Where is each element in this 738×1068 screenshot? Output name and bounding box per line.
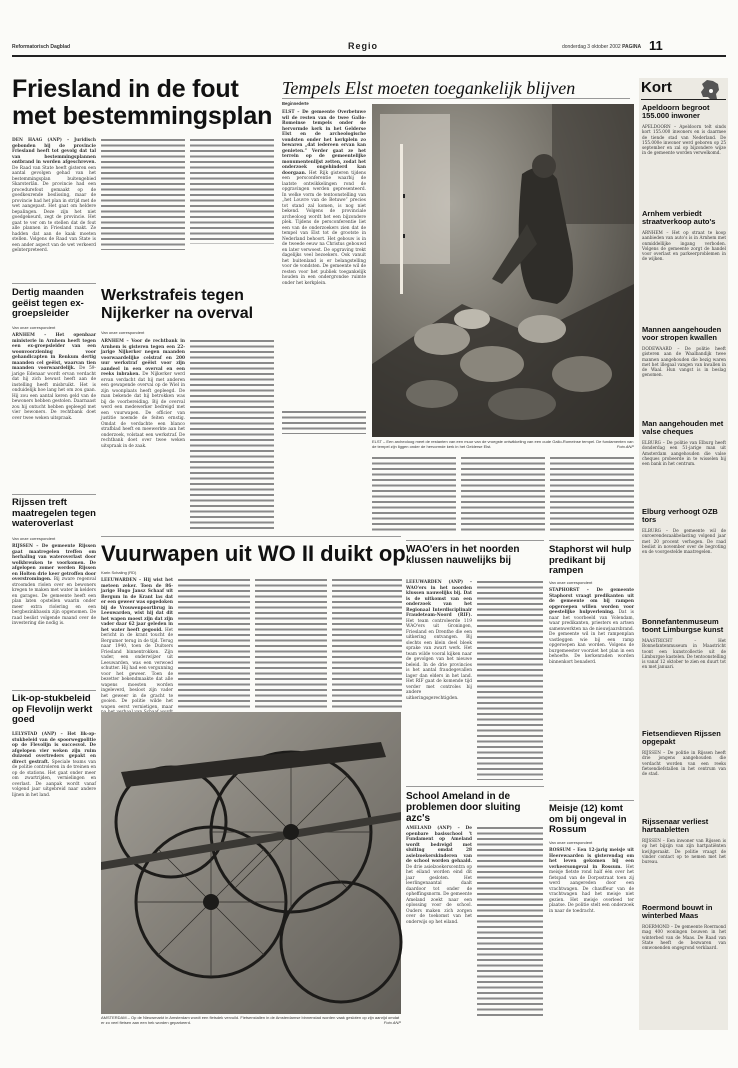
kort-item-8-headline: Roermond bouwt in winterbed Maas <box>642 903 713 920</box>
rijssen-body-text: Bij zware regenval stroomden riolen over en bewoners kregen te maken met water in kelders en garages. De gemeente heeft een plan laten opstellen waarin onder meer extra riolering en een bergbezinkbassin zijn opgenomen. De raad beslist volgende maand over de investering die nodig is. <box>12 577 96 626</box>
kort-item-5-headline: Bonnefantenmuseum toont Limburgse kunst <box>642 617 724 634</box>
werkstraf-body-text: De Nijkerker werd ervan verdacht dat hij met anderen een gewapende overval op de Wiel in zijn woonplaats heeft gepleegd. De man bekende dat hij betrokken was bij de voorbereiding. Bij de overval werd een medewerker bedreigd met een vuurwapen. De officier van justitie noemde de feiten ernstig. Omdat de verdachte een blanco strafblad heeft en meewerkte aan het onderzoek, volstaat een werkstraf. De rechtbank doet over twee weken uitspraak in de zaak. <box>101 372 185 449</box>
waos-headline: WAO'ers in het noorden klussen nauwelijks bij <box>406 544 520 566</box>
rijssen-headline: Rijssen treft maatregelen tegen wateroverlast <box>12 497 96 529</box>
meisje-text <box>549 848 634 1023</box>
tempels-bottom-col-1 <box>372 456 456 534</box>
bike-photo-credit: Foto ANP <box>383 1020 401 1025</box>
lead-headline: Friesland in de fout met bestemmingsplan <box>12 75 273 130</box>
rijssen-intro-text: RIJSSEN – De gemeente Rijssen gaat maatregelen treffen om herhaling van wateroverlast door wolkbreuken te voorkomen. De afgelopen zomer werden Rijssen en Holten drie keer getroffen door overstromingen. <box>12 544 96 582</box>
waos-rule <box>406 540 544 541</box>
masthead-section: Regio <box>348 41 379 51</box>
werkstraf-headline: Werkstrafeis tegen Nijkerker na overval <box>101 287 254 322</box>
tempels-caption <box>372 439 634 449</box>
netherlands-map-icon <box>699 79 721 101</box>
ameland-rule <box>406 786 544 787</box>
masthead-date <box>562 44 641 50</box>
meisje-headline: Meisje (12) komt om bij ongeval in Rossum <box>549 803 627 835</box>
tempels-bottom-col-3 <box>550 456 634 534</box>
kort-item-5-body: MAASTRICHT – Het Bonnefantenmuseum in Maastricht toont een kunstcollectie uit de Limburgse kastelen. De tentoonstelling is vanaf 12 oktober te zien en duurt tot en met januari. <box>642 638 726 670</box>
meisje-intro-text: ROSSUM – Een 12-jarig meisje uit Heerewaarden is gisterendag om het leven gekomen bij een verkeersongeval in Rossum. <box>549 848 634 870</box>
tempels-photo-credit: Foto ANP <box>616 444 634 449</box>
kort-item-7-headline: Rijssenaar verliest hartaabletten <box>642 817 709 834</box>
liksup-headline: Lik-op-stukbeleid op Flevolijn werkt goed <box>12 693 93 725</box>
tempels-kicker: Beginnederte <box>282 101 309 106</box>
dertig-intro-text: ARNHEM – Het openbaar ministerie in Arnhem heeft tegen een ex-groepsleider van een woonvoorziening voor gehandicapten in Renkum dertig maanden cel geëist, waarvan tien maanden voorwaardelijk. <box>12 333 96 371</box>
vuurwapen-col-4 <box>332 578 402 708</box>
meisje-byline: Van onze correspondent <box>549 840 593 845</box>
kort-item-6-body: RIJSSEN – De politie in Rijssen heeft drie jongens aangehouden die verdacht worden van een reeks fietsendiefstallen in het centrum van de stad. <box>642 750 726 777</box>
staphorst-byline: Van onze correspondent <box>549 580 593 585</box>
vuurwapen-headline: Vuurwapen uit WO II duikt op <box>101 541 406 566</box>
werkstraf-col-1 <box>101 339 185 529</box>
dertig-text <box>12 333 96 488</box>
werkstraf-intro-text: ARNHEM – Voor de rechtbank in Arnhem is gisteren tegen een 22-jarige Nijkerker negen maanden voorwaardelijke celstraf en 200 uur werkstraf geëist voor zijn aandeel in een overval en een reeks inbraken. <box>101 339 185 377</box>
masthead-date-text: donderdag 3 oktober 2002 <box>562 44 621 50</box>
tempels-bottom-col-2 <box>461 456 545 534</box>
ameland-intro-text: AMELAND (ANP) – De openbare basisschool 't Fundament op Ameland wordt bedreigd met sluiting omdat 28 asielzoekerskinderen van de school worden gehaald. <box>406 826 472 864</box>
ameland-headline: School Ameland in de problemen door sluiting azc's <box>406 791 521 824</box>
vuurwapen-rule <box>101 536 401 537</box>
ameland-col-1 <box>406 826 472 1016</box>
dertig-headline: Dertig maanden geëist tegen ex-groepsleider <box>12 287 84 319</box>
lead-column-3 <box>190 138 274 244</box>
werkstraf-col-2 <box>190 339 274 529</box>
bike-caption-text: AMSTERDAM – Op de Nieuwmarkt in Amsterdam wordt een fietsdek vervuild. Fietsenstallen in de Amsterdamse binnenstad worden vaak gesloten op zijn aanrijd omdat er zo veel fietsen aan een hek worden geparkeerd. <box>101 1015 400 1025</box>
masthead-rule <box>12 55 726 57</box>
werkstraf-byline: Van onze correspondent <box>101 330 145 335</box>
dertig-rule <box>12 283 96 284</box>
kort-item-1-headline: Arnhem verbiedt straatverkoop auto's <box>642 209 716 226</box>
dertig-byline: Van onze correspondent <box>12 325 56 330</box>
kort-title: Kort <box>641 79 672 96</box>
tempels-photo-art <box>372 104 634 437</box>
waos-intro-text: LEEUWARDEN (ANP) – WAO'ers in het noorden klussen nauwelijks bij. Dat is de uitkomst van een onderzoek van het Regionaal Interdisciplinair Fraudeteam-Noord (RIF). <box>406 580 472 618</box>
vuurwapen-col-3 <box>255 578 327 708</box>
staphorst-body-text: Dat is naar het voorbeeld van Volendam, waar predikanten, priesters en artsen samenwerkten na de nieuwjaarsbrand. De gemeente wil in het rampenplan vastleggen wie bij een ramp opgeroepen kan worden. Volgens de burgemeester voorziet het plan in een behoefte. De kerkenraden worden binnenkort benaderd. <box>549 610 634 665</box>
staphorst-headline: Staphorst wil hulp predikant bij rampen <box>549 544 632 576</box>
kort-item-7-body: RIJSSEN – Een inwoner van Rijssen is op het bijzijn van zijn hartpatiënten kwijtgeraakt. De politie vraagt de vinder contact op te nemen met het bureau. <box>642 838 726 865</box>
kort-item-4-body: ELBURG – De gemeente wil de onroerendezaakbelasting volgend jaar met 20 procent verhogen. De raad beslist in november over de begroting en de voorgestelde maatregelen. <box>642 528 726 555</box>
rijssen-text <box>12 544 96 682</box>
vuurwapen-col-2 <box>178 578 250 708</box>
tempels-intro <box>282 110 366 410</box>
ameland-body-text: De drie asielzoekerscentra op het eiland worden eind dit jaar gesloten. Het leerlingenaantal daalt daardoor tot onder de opheffingsnorm. De gemeente Ameland zoekt naar een oplossing voor de school. Ouders maken zich zorgen over de toekomst van het onderwijs op het eiland. <box>406 864 472 925</box>
lead-intro-text: DEN HAAG (ANP) – Juridisch gebonden bij de provincie Friesland heeft tot gevolg dat tal van bestemmingsplannen ontbrand in worden afgeschreven. <box>12 138 96 165</box>
kort-item-2-headline: Mannen aangehouden voor stropen kwallen <box>642 325 722 342</box>
kort-item-3-body: ELBURG – De politie van Elburg heeft donderdag een 51-jarige man uit Amsterdam aangehouden die valse cheques probeerde in te wisselen bij een bank in het centrum. <box>642 440 726 467</box>
kort-rule <box>641 99 726 100</box>
vuurwapen-intro-text: LEEUWARDEN – Hij wist het meteen zeker. Toen de 86-jarige Hugo Jansz Schaaf uit Bergum in de Krant las dat er een geweer was opgedoken bij de Vrouwenpoortbrug in Leeuwarden, wist hij dat dit het wapen moest zijn dat zijn vader daar 62 jaar geleden in het water heeft gegooid. <box>101 578 173 633</box>
tempels-photo <box>372 104 634 437</box>
meisje-body-text: Het meisje fietste rond half één over het fietspad van de Dorpsstraat toen zij werd aangereden door een vrachtwagen. De chauffeur van de vrachtwagen had het meisje niet gezien. Het meisje overleed ter plaatse. De politie stelt een onderzoek in naar de toedracht. <box>549 864 634 914</box>
lead-column-2 <box>101 138 185 250</box>
liksup-rule <box>12 690 96 691</box>
tempels-rule <box>282 98 630 99</box>
liksup-intro-text: LELYSTAD (ANP) – Het lik-op-stukbeleid van de spoorwegpolitie op de Flevolijn is succesvol. De afgelopen vier weken zijn ruim duizend overtreders gepakt en direct gestraft. <box>12 732 96 765</box>
kort-item-2-body: DODEWAARD – De politie heeft gisteren aan de Waalbandijk twee mannen aangehouden die bezig waren met het illegaal vangen van kwallen in de Waal. Hun vangst is in beslag genomen. <box>642 346 726 378</box>
rijssen-rule <box>12 494 96 495</box>
staphorst-intro-text: STAPHORST – De gemeente Staphorst vraagt predikanten uit de gemeente om bij rampen opgeroepen willen worden voor geestelijke hulpverlening. <box>549 588 634 615</box>
tempels-column-cont <box>282 410 366 434</box>
kort-item-0-body: APELDOORN – Apeldoorn telt sinds kort 155.000 inwoners en is daarmee de tiende stad van Nederland. De 155.000e inwoner werd geboren op 25 september en zal op bijzondere wijze in de gemeente worden verwelkomd. <box>642 124 726 156</box>
vuurwapen-body-text: Het bericht in de krant toucht de Bergumer terug in de tijd. Terug naar 1940, toen de Duitsers Friesland binnentrokken. Zijn vader, een onderwijzer uit Leeuwarden, was een verwoed schutter. Hij had een vergunning voor het geweer. Toen de bezetter bekendmaakte dat alle wapens moesten worden ingeleverd, besloot zijn vader het geweer in de gracht te gooien. De politie wilde het wapen eerst vernietigen, maar <box>101 627 173 710</box>
tempels-caption-text: ELST – Een archeoloog meet de restanten van een muur van de vroegste ontwikkeling van een oude Gallo-Romeinse tempel. De fundamenten van de tempel zijn liggen onder de hervormde kerk in het Gelderse Elst. <box>372 439 634 449</box>
meisje-rule <box>549 800 634 801</box>
kort-item-0-headline: Apeldoorn begroot 155.000 inwoner <box>642 103 710 120</box>
waos-col-2 <box>477 580 543 780</box>
waos-body-text: Het team controleerde 119 WAO'ers uit Groningen, Friesland en Drenthe die een uitkering ontvangen. Bij slechts een klein deel bleek sprake van zwart werk. Het team wilde vooral kijken naar de gevolgen van het nieuwe beleid. In de drie provincies is het aantal fraudegevallen lager dan elders in het land. Het RIF gaat de komende tijd verder met controles bij andere uitkeringsgerechtigden. <box>406 618 472 701</box>
kort-item-3-headline: Man aangehouden met valse cheques <box>642 419 724 436</box>
dertig-body-text: De 59-jarige Edenaar wordt ervan verdacht dat hij zich bewust heeft aan de instelling heeft misbruikt. Het is onduidelijk hoe lang het om zou gaan. Hij zou een aantal keren geld van de bewoners hebben gestolen. Daarnaast zou hij ontucht hebben gepleegd met vier bewoners. De rechtbank doet over twee weken uitspraak. <box>12 366 96 421</box>
kort-item-1-body: ARNHEM – Het op straat te koop aanbieden van auto's is in Arnhem met onmiddellijke ingang verboden. Volgens de gemeente zorgt de handel voor overlast en parkeerproblemen in de wijken. <box>642 230 726 262</box>
ameland-col-2 <box>477 826 543 1016</box>
rijssen-byline: Van onze correspondent <box>12 536 56 541</box>
kort-item-4-headline: Elburg verhoogt OZB tors <box>642 507 718 524</box>
staphorst-text <box>549 588 634 788</box>
tempels-intro-text: ELST – De gemeente Overbetuwe wil de resten van de twee Gallo-Romeinse tempels onder de hervormde kerk in het Gelderse Elst en de archeologische vondsten onder het kerkplein zo bewaren „dat iedereen ervan kan genieten.” Verder gaat ze het terrein op de gemeentelijke monumentenlijst zetten, zodat het onderzoek ongehinderd kan doorgaan. <box>282 110 366 176</box>
liksup-text <box>12 732 96 948</box>
bike-caption <box>101 1015 401 1025</box>
liksup-body-text: Speciale teams van de politie controleren in de treinen en op de stations. Het gaat onder meer om zwartrijden, vernielingen en overlast. De aanpak wordt vanaf volgend jaar uitgebreid naar andere lijnen in het land. <box>12 759 96 798</box>
page-number: 11 <box>649 38 663 53</box>
lead-body-text: De Raad van State heeft gisteren een aantal gevolgen gehad van het bestemmingsplan buitengebied Skarsterlân. De provincie had een procedurefout gemaakt op de goedkeurende beslissing, maar de provincie had het plan in strijd met de wet aangepast. Het gaat om heldere bepalingen. Deze zijn het niet goedgekeurd, zegt de provincie. Het gaat te ver om te stellen dat de fout alle plannen in Friesland raakt. Ze hadden dat aan de kaak moeten stellen. Volgens de Raad van State is een ander aspect van de wet verkeerd geïnterpreteerd. <box>12 165 96 253</box>
masthead-page-label: PAGINA <box>622 44 642 50</box>
bike-photo <box>101 712 401 1014</box>
tempels-headline: Tempels Elst moeten toegankelijk blijven <box>282 78 576 98</box>
tempels-body-text: Het Rijk gisteren tijdens een persconferentie waarbij de laatste ontwikkelingen rond de opgravingen werden gepresenteerd. In welke vorm de tentoonstelling van „het Louvre van de Betuwe” precies tot stand zal komen, is nog niet bekend. Volgens de provinciale archeoloog wordt het een bijzondere plek. Tijdens de persconferentie liet een van de onderzoekers zien dat de tempel van Elst tot de grootste in Nederland behoort. Het gebouw is in de tweede eeuw na Christus gebouwd en later verwoest. De opgraving trekt dagelijks veel bezoekers. Ook vanuit het buitenland is er belangstelling voor de vondsten. De gemeente wil de resten voor het publiek toegankelijk houden in een ondergrondse ruimte onder het kerkplein. <box>282 170 366 286</box>
kort-item-8-body: ROERMOND – De gemeente Roermond mag 400 woningen bouwen in het winterbed van de Maas. De Raad van State heeft de bezwaren van omwonenden ongegrond verklaard. <box>642 924 726 951</box>
vuurwapen-col-1 <box>101 578 173 708</box>
waos-col-1 <box>406 580 472 780</box>
staphorst-rule <box>549 540 634 541</box>
vuurwapen-byline: Karin Schaling (RD) <box>101 570 137 575</box>
masthead-paper-name: Reformatorisch Dagblad <box>12 44 71 50</box>
bike-photo-art <box>101 712 401 1014</box>
lead-intro <box>12 138 96 274</box>
kort-item-6-headline: Fietsendieven Rijssen opgepakt <box>642 729 721 746</box>
